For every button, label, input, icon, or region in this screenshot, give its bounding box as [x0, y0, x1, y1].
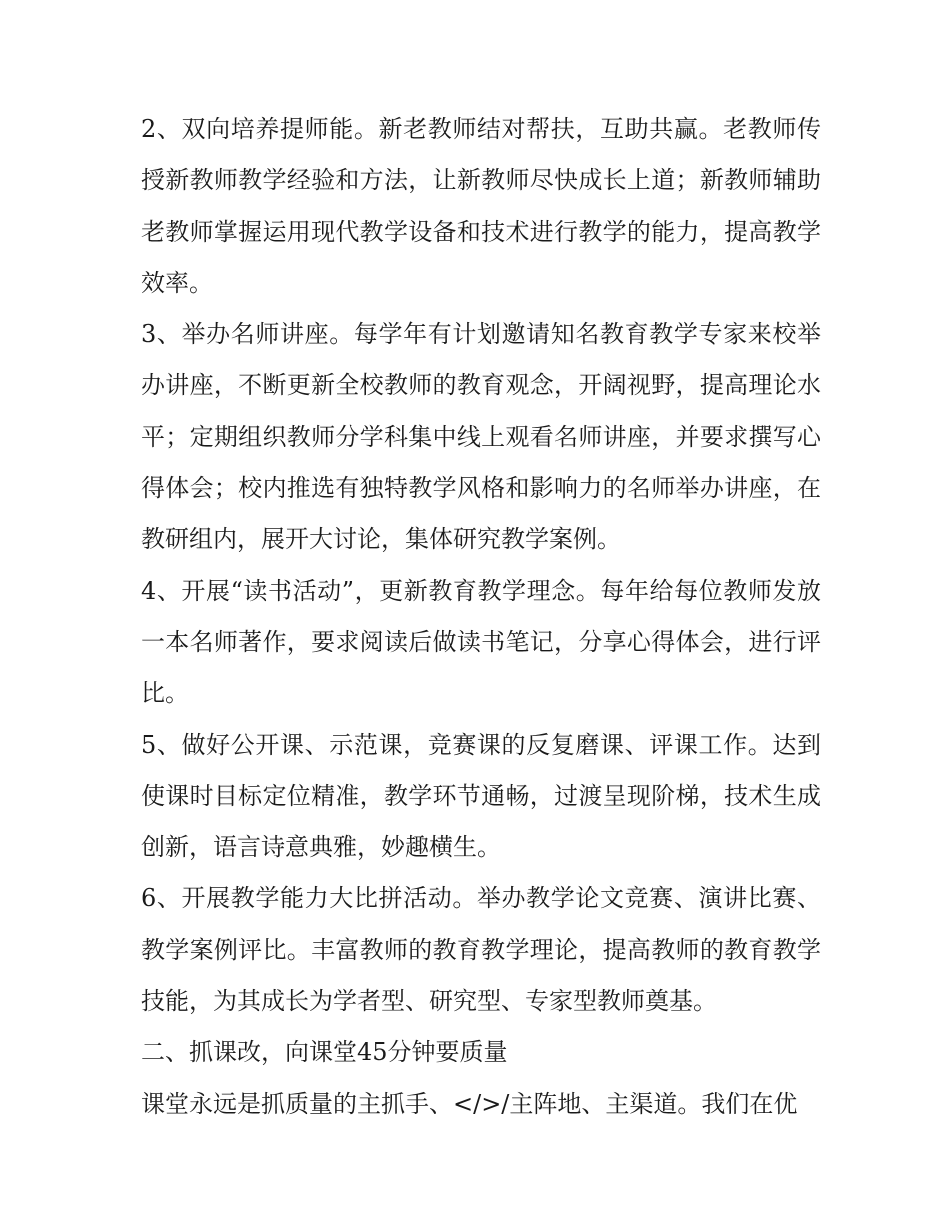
paragraph-teaching-competition: 6、开展教学能力大比拼活动。举办教学论文竞赛、演讲比赛、教学案例评比。丰富教师的教育教学理论，提高教师的教育教学技能，为其成长为学者型、研究型、专家型教师奠基。: [141, 884, 821, 1016]
paragraph-teacher-pairing: 2、双向培养提师能。新老教师结对帮扶，互助共赢。老教师传授新教师教学经验和方法，让新教师尽快成长上道；新教师辅助老教师掌握运用现代教学设备和技术进行教学的能力，提高教学效率。: [141, 115, 821, 297]
paragraph-open-classes: 5、做好公开课、示范课，竞赛课的反复磨课、评课工作。达到使课时目标定位精准，教学环节通畅，过渡呈现阶梯，技术生成创新，语言诗意典雅，妙趣横生。: [141, 730, 821, 862]
paragraph-reading-activity: 4、开展“读书活动”，更新教育教学理念。每年给每位教师发放一本名师著作，要求阅读后做读书笔记，分享心得体会，进行评比。: [141, 576, 821, 708]
section-heading-curriculum-reform: 二、抓课改，向课堂45分钟要质量: [141, 1038, 508, 1067]
document-body: [141, 104, 821, 1130]
paragraph-expert-lectures: 3、举办名师讲座。每学年有计划邀请知名教育教学专家来校举办讲座，不断更新全校教师的教育观念，开阔视野，提高理论水平；定期组织教师分学科集中线上观看名师讲座，并要求撰写心得体会；校内推选有独特教学风格和影响力的名师举办讲座，在教研组内，展开大讨论，集体研究教学案例。: [141, 320, 821, 554]
paragraph-classroom: 课堂永远是抓质量的主抓手、</>/主阵地、主渠道。我们在优: [141, 1089, 798, 1118]
